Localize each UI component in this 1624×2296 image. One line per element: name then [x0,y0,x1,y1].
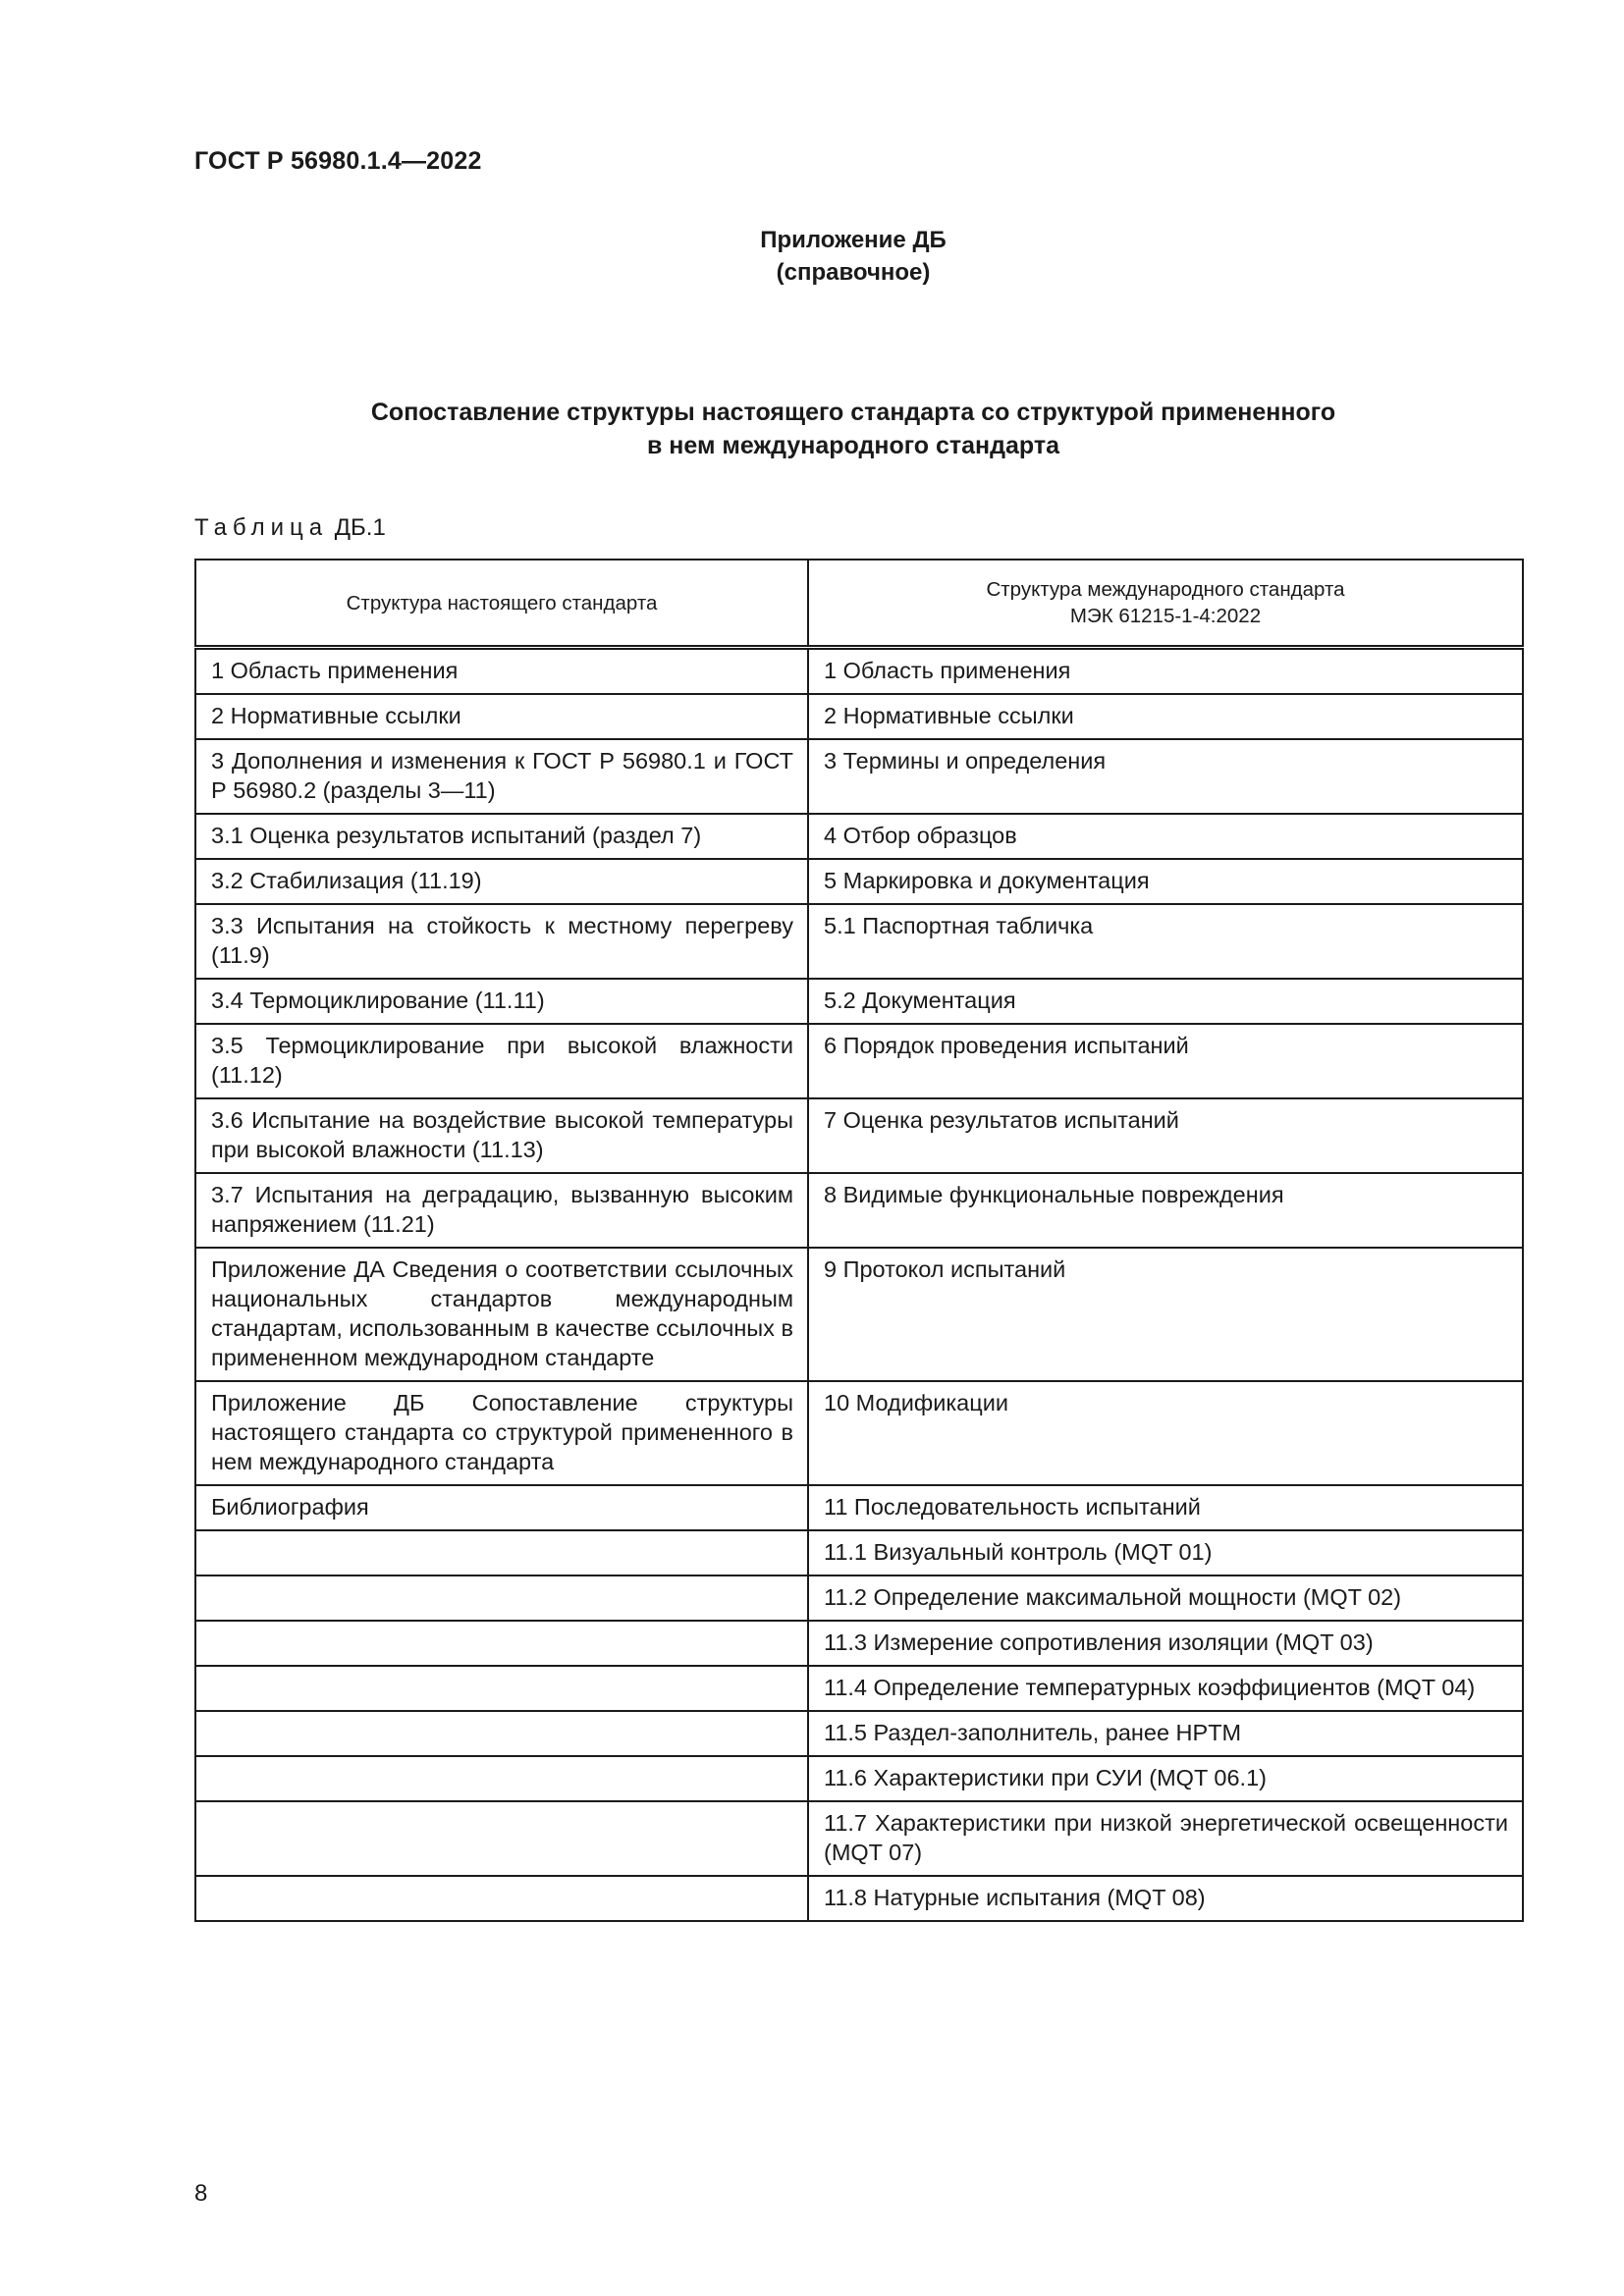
national-cell: 3.1 Оценка результатов испытаний (раздел 7) [195,814,808,859]
national-cell: Приложение ДА Сведения о соответствии ссылочных национальных стандартов международным стандартам, использованным в качестве ссылочных в примененном международном стандарте [195,1248,808,1381]
table-row [195,859,1523,904]
international-cell: 5.1 Паспортная табличка [808,904,1523,979]
table-row [195,648,1523,695]
national-cell: 2 Нормативные ссылки [195,694,808,739]
national-cell: 3.6 Испытание на воздействие высокой температуры при высокой влажности (11.13) [195,1098,808,1173]
header-international-line-1: Структура международного стандарта [986,578,1345,601]
annex-type: (справочное) [776,259,931,286]
header-international-line-2: МЭК 61215-1-4:2022 [1069,605,1262,627]
international-cell: 11.6 Характеристики при СУИ (MQT 06.1) [808,1756,1523,1801]
document-header: ГОСТ Р 56980.1.4—2022 [194,147,482,175]
international-cell: 5.2 Документация [808,979,1523,1024]
table-row [195,1711,1523,1756]
table-row [195,1024,1523,1098]
table-row [195,1876,1523,1921]
international-cell: 2 Нормативные ссылки [808,694,1523,739]
national-cell [195,1876,808,1921]
table-row [195,814,1523,859]
table-header-row [195,560,1523,648]
national-cell: 3.2 Стабилизация (11.19) [195,859,808,904]
table-row [195,1756,1523,1801]
national-cell: 3.7 Испытания на деградацию, вызванную высоким напряжением (11.21) [195,1173,808,1248]
table-caption-number: ДБ.1 [334,514,386,541]
national-cell: Библиография [195,1485,808,1530]
national-cell [195,1621,808,1666]
international-cell: 4 Отбор образцов [808,814,1523,859]
annex-title [0,396,1624,462]
national-cell [195,1711,808,1756]
table-row [195,1173,1523,1248]
international-cell: 9 Протокол испытаний [808,1248,1523,1381]
national-cell: 3 Дополнения и изменения к ГОСТ Р 56980.1 и ГОСТ Р 56980.2 (разделы 3—11) [195,739,808,814]
international-cell: 10 Модификации [808,1381,1523,1485]
table-row [195,1575,1523,1621]
international-cell: 11.8 Натурные испытания (MQT 08) [808,1876,1523,1921]
international-cell: 11 Последовательность испытаний [808,1485,1523,1530]
table-row [195,1485,1523,1530]
table-row [195,739,1523,814]
national-cell [195,1530,808,1575]
header-international-structure [808,560,1523,648]
page-number: 8 [194,2180,208,2207]
header-national-structure: Структура настоящего стандарта [195,560,808,648]
table-row [195,1098,1523,1173]
international-cell: 11.2 Определение максимальной мощности (MQT 02) [808,1575,1523,1621]
table-row [195,1248,1523,1381]
structure-comparison-table [194,559,1524,1922]
national-cell [195,1801,808,1876]
table-row [195,1666,1523,1711]
international-cell: 5 Маркировка и документация [808,859,1523,904]
annex-title-line-2: в нем международного стандарта [646,432,1060,459]
national-cell: 3.4 Термоциклирование (11.11) [195,979,808,1024]
annex-title-line-1: Сопоставление структуры настоящего стандарта со структурой примененного [370,399,1336,426]
international-cell: 6 Порядок проведения испытаний [808,1024,1523,1098]
international-cell: 3 Термины и определения [808,739,1523,814]
table-row [195,1381,1523,1485]
national-cell: 1 Область применения [195,648,808,695]
international-cell: 11.4 Определение температурных коэффициентов (MQT 04) [808,1666,1523,1711]
international-cell: 7 Оценка результатов испытаний [808,1098,1523,1173]
national-cell: 3.3 Испытания на стойкость к местному перегреву (11.9) [195,904,808,979]
annex-heading [0,224,1624,289]
national-cell [195,1756,808,1801]
international-cell: 11.7 Характеристики при низкой энергетической освещенности (MQT 07) [808,1801,1523,1876]
international-cell: 8 Видимые функциональные повреждения [808,1173,1523,1248]
international-cell: 11.3 Измерение сопротивления изоляции (MQT 03) [808,1621,1523,1666]
national-cell [195,1575,808,1621]
national-cell: 3.5 Термоциклирование при высокой влажности (11.12) [195,1024,808,1098]
table-row [195,904,1523,979]
table-caption-word: Таблица [194,514,329,541]
annex-label: Приложение ДБ [760,227,947,253]
table-row [195,1621,1523,1666]
table-row [195,1801,1523,1876]
international-cell: 1 Область применения [808,648,1523,695]
international-cell: 11.1 Визуальный контроль (MQT 01) [808,1530,1523,1575]
table-row [195,1530,1523,1575]
national-cell [195,1666,808,1711]
table-row [195,979,1523,1024]
national-cell: Приложение ДБ Сопоставление структуры настоящего стандарта со структурой примененного в нем международного стандарта [195,1381,808,1485]
table-row [195,694,1523,739]
international-cell: 11.5 Раздел-заполнитель, ранее HPTM [808,1711,1523,1756]
table-caption [194,514,386,542]
